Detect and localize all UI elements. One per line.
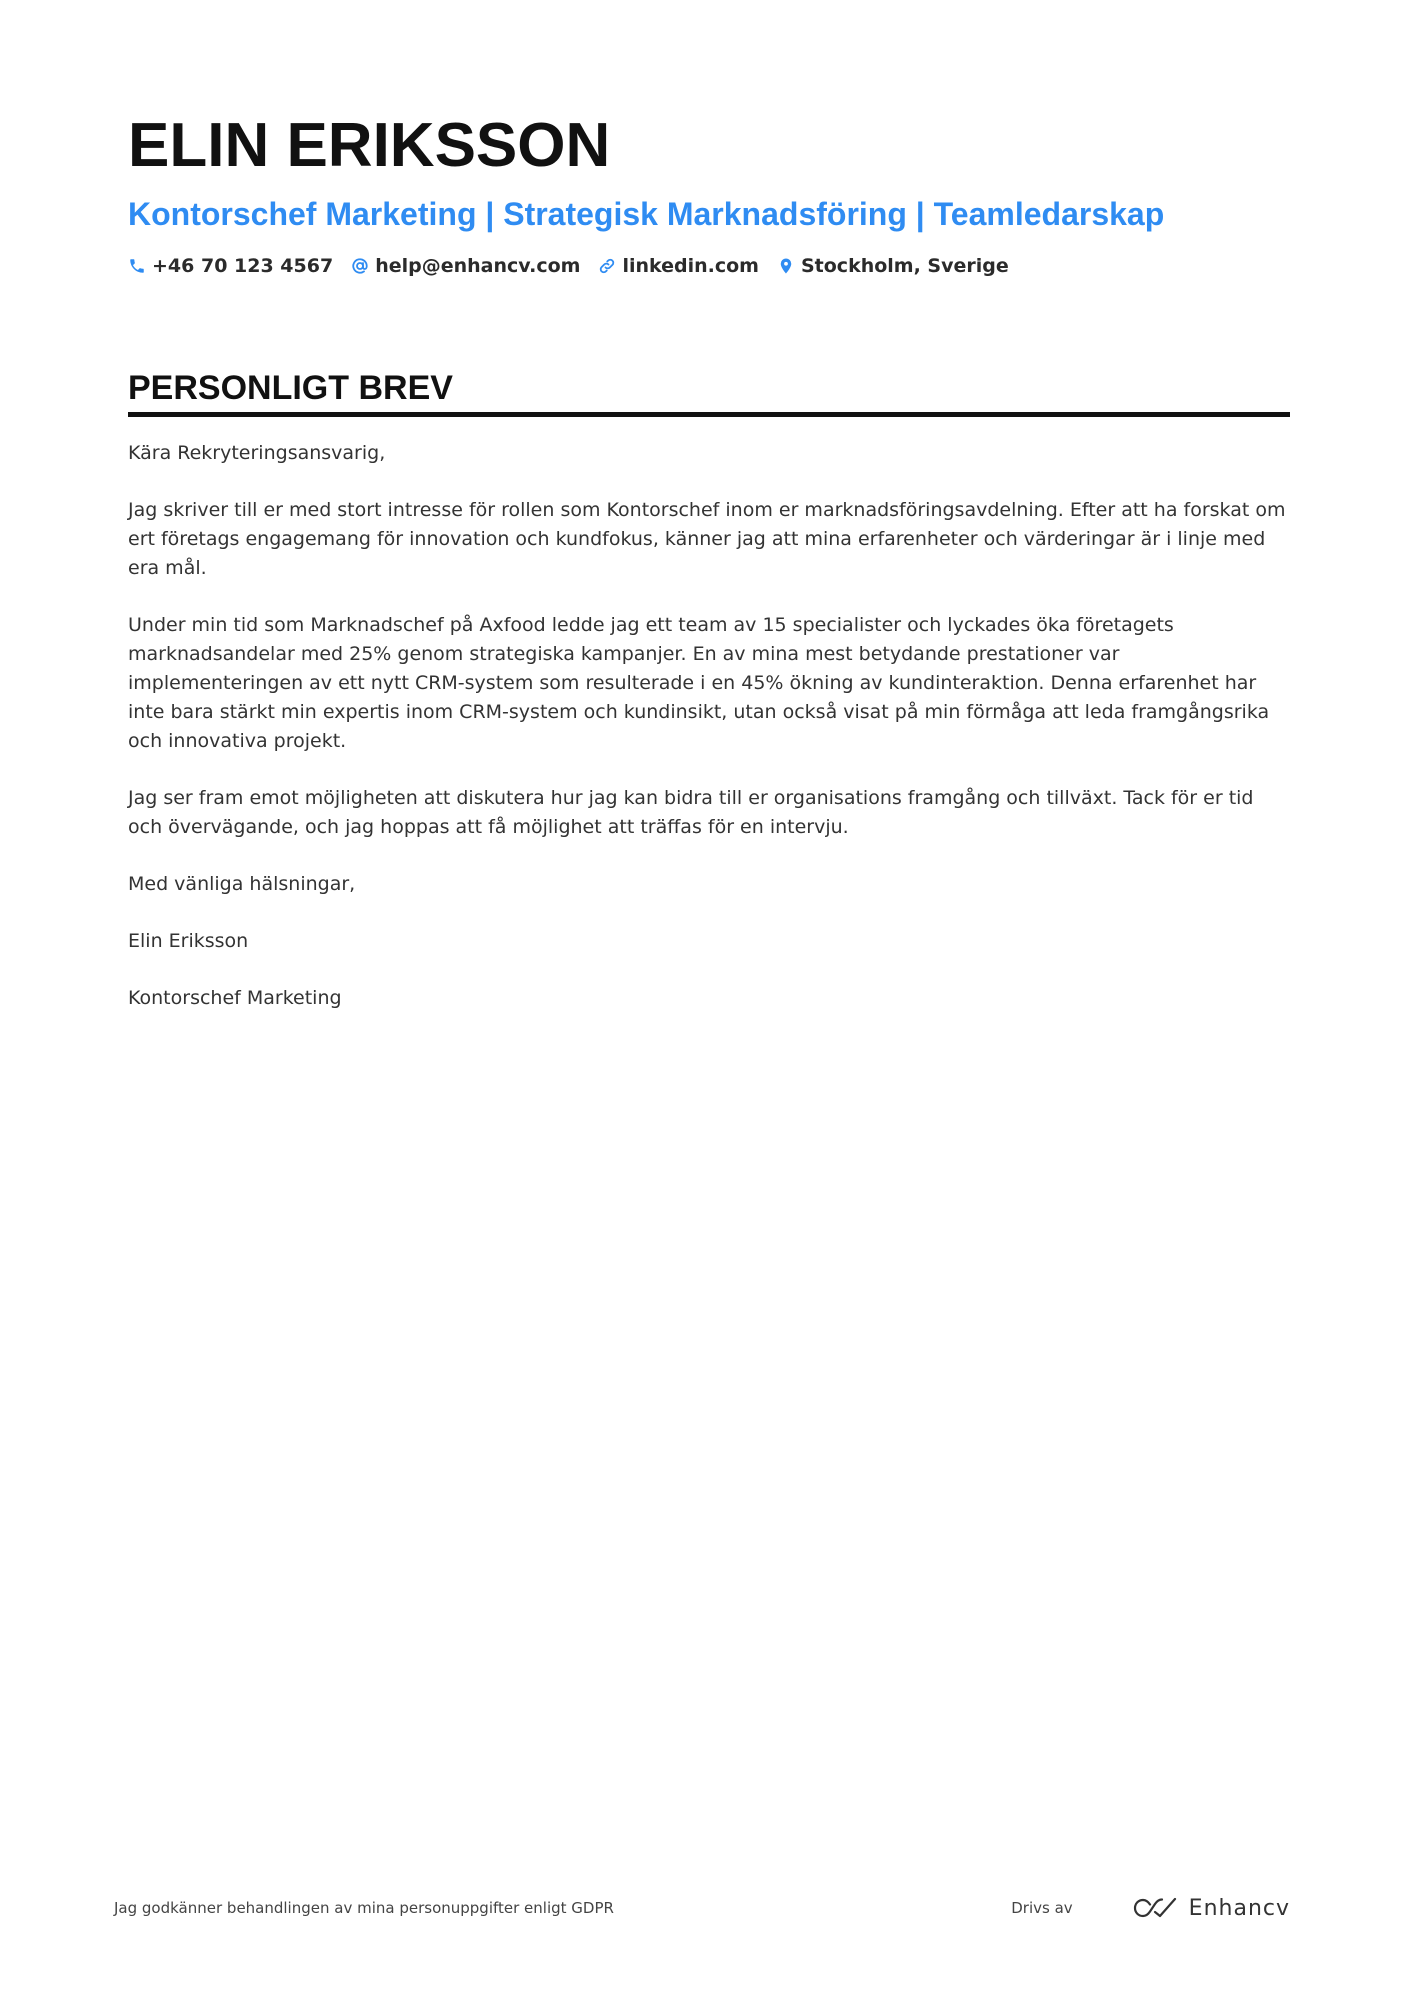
contact-phone-text: +46 70 123 4567 [152, 255, 334, 277]
contact-phone [128, 252, 333, 280]
letter-paragraph: Jag skriver till er med stort intresse för rollen som Kontorschef inom er marknadsföringsavdelning. Efter att ha forskat om ert företags engagemang för innovation och kundfokus, känner jag att mina erfarenheter och värderingar är i linje med era mål. [128, 499, 1286, 579]
letter-body [128, 439, 1290, 1013]
letter-paragraph: Jag ser fram emot möjligheten att diskutera hur jag kan bidra till er organisations framgång och tillväxt. Tack för er tid och övervägande, och jag hoppas att få möjlighet att träffas för en intervju. [128, 787, 1254, 838]
contact-location-text: Stockholm, Sverige [800, 255, 1009, 277]
contact-location [777, 252, 1009, 280]
enhancv-logo[interactable] [1131, 1895, 1290, 1921]
applicant-name: ELIN ERIKSSON [128, 111, 611, 180]
contact-linkedin-text: linkedin.com [622, 255, 759, 277]
letter-closing: Med vänliga hälsningar, [128, 873, 356, 895]
letter-paragraph: Under min tid som Marknadschef på Axfood ledde jag ett team av 15 specialister och lyckades öka företagets marknadsandelar med 25% genom strategiska kampanjer. En av mina mest betydande prestationer var implementeringen av ett nytt CRM-system som resulterade i en 45% ökning av kundinteraktion. Denna erfarenhet har inte bara stärkt min expertis inom CRM-system och kundinsikt, utan också visat på min förmåga att leda framgångsrika och innovativa projekt. [128, 614, 1270, 752]
gdpr-consent-text: Jag godkänner behandlingen av mina personuppgifter enligt GDPR [114, 1899, 614, 1917]
powered-by [1011, 1895, 1290, 1921]
contact-bar [128, 252, 1290, 280]
contact-linkedin[interactable] [598, 252, 759, 280]
phone-icon [128, 257, 146, 275]
signature-name: Elin Eriksson [128, 930, 249, 952]
applicant-tagline: Kontorschef Marketing | Strategisk Marknadsföring | Teamledarskap [128, 196, 1165, 232]
letter-greeting: Kära Rekryteringsansvarig, [128, 442, 386, 464]
enhancv-logo-text: Enhancv [1188, 1895, 1290, 1921]
signature-title: Kontorschef Marketing [128, 987, 342, 1009]
section-title: PERSONLIGT BREV [128, 368, 1290, 417]
contact-email-text: help@enhancv.com [375, 255, 581, 277]
at-icon [351, 257, 369, 275]
link-icon [598, 257, 616, 275]
letter-content [128, 106, 1290, 1041]
contact-email[interactable] [351, 252, 580, 280]
location-icon [777, 257, 795, 275]
enhancv-logo-icon [1131, 1895, 1179, 1921]
page-footer [114, 1888, 1290, 1928]
powered-by-label: Drivs av [1011, 1899, 1073, 1917]
